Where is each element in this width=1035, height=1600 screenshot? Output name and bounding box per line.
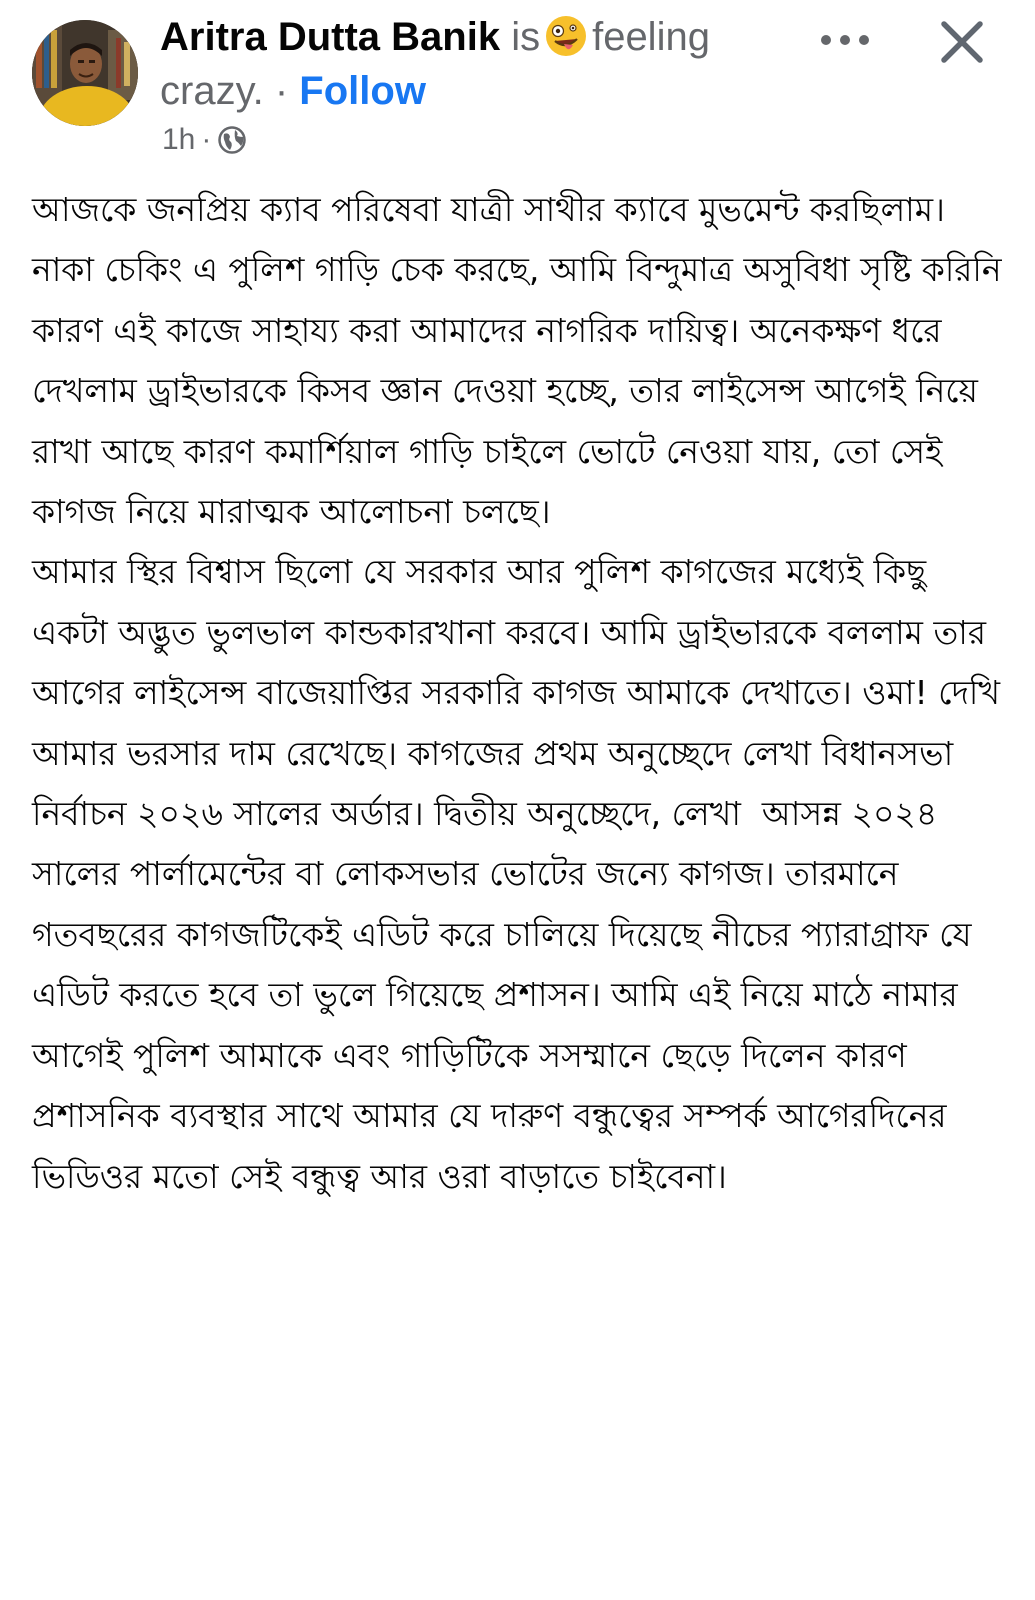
author-name[interactable]: Aritra Dutta Banik [160, 15, 501, 59]
post-body-text [32, 180, 1013, 1207]
post-headline [160, 10, 780, 118]
globe-icon[interactable] [217, 125, 247, 155]
timestamp[interactable]: 1h [162, 123, 196, 156]
feeling-value[interactable]: crazy. [160, 69, 264, 113]
more-options-icon[interactable] [818, 20, 874, 60]
meta-separator: · [201, 123, 212, 156]
activity-text: feeling [592, 15, 710, 59]
post-header [0, 0, 1035, 175]
close-icon[interactable] [938, 18, 986, 66]
post-paragraph-1: আজকে জনপ্রিয় ক্যাব পরিষেবা যাত্রী সাথীর ক্যাবে মুভমেন্ট করছিলাম। নাকা চেকিং এ পুলিশ গাড়ি চেক করছে, আমি বিন্দুমাত্র অসুবিধা সৃষ্টি করিনি কারণ এই কাজে সাহায্য করা আমাদের নাগরিক দায়িত্ব। অনেকক্ষণ ধরে দেখলাম ড্রাইভারকে কিসব জ্ঞান দেওয়া হচ্ছে, তার লাইসেন্স আগেই নিয়ে রাখা আছে কারণ কমার্শিয়াল গাড়ি চাইলে ভোটে নেওয়া যায়, তো সেই কাগজ নিয়ে মারাত্মক আলোচনা চলছে। [32, 190, 1013, 532]
post-meta [162, 120, 247, 160]
separator-dot: · [274, 69, 289, 113]
activity-prefix: is [511, 15, 541, 59]
zany-face-emoji-icon [544, 14, 588, 58]
avatar[interactable] [32, 20, 138, 126]
post-paragraph-2: আমার স্থির বিশ্বাস ছিলো যে সরকার আর পুলিশ কাগজের মধ্যেই কিছু একটা অদ্ভুত ভুলভাল কান্ডকারখানা করবে। আমি ড্রাইভারকে বললাম তার আগের লাইসেন্স বাজেয়াপ্তির সরকারি কাগজ আমাকে দেখাতে। ওমা! দেখি আমার ভরসার দাম রেখেছে। কাগজের প্রথম অনুচ্ছেদে লেখা বিধানসভা নির্বাচন ২০২৬ সালের অর্ডার। দ্বিতীয় অনুচ্ছেদে, লেখা আসন্ন ২০২৪ সালের পার্লামেন্টের বা লোকসভার ভোটের জন্যে কাগজ। তারমানে গতবছরের কাগজটিকেই এডিট করে চালিয়ে দিয়েছে নীচের প্যারাগ্রাফ যে এডিট করতে হবে তা ভুলে গিয়েছে প্রশাসন। আমি এই নিয়ে মাঠে নামার আগেই পুলিশ আমাকে এবং গাড়িটিকে সসম্মানে ছেড়ে দিলেন কারণ প্রশাসনিক ব্যবস্থার সাথে আমার যে দারুণ বন্ধুত্বের সম্পর্ক আগেরদিনের ভিডিওর মতো সেই বন্ধুত্ব আর ওরা বাড়াতে চাইবেনা। [32, 552, 1011, 1196]
follow-button[interactable]: Follow [299, 69, 426, 113]
